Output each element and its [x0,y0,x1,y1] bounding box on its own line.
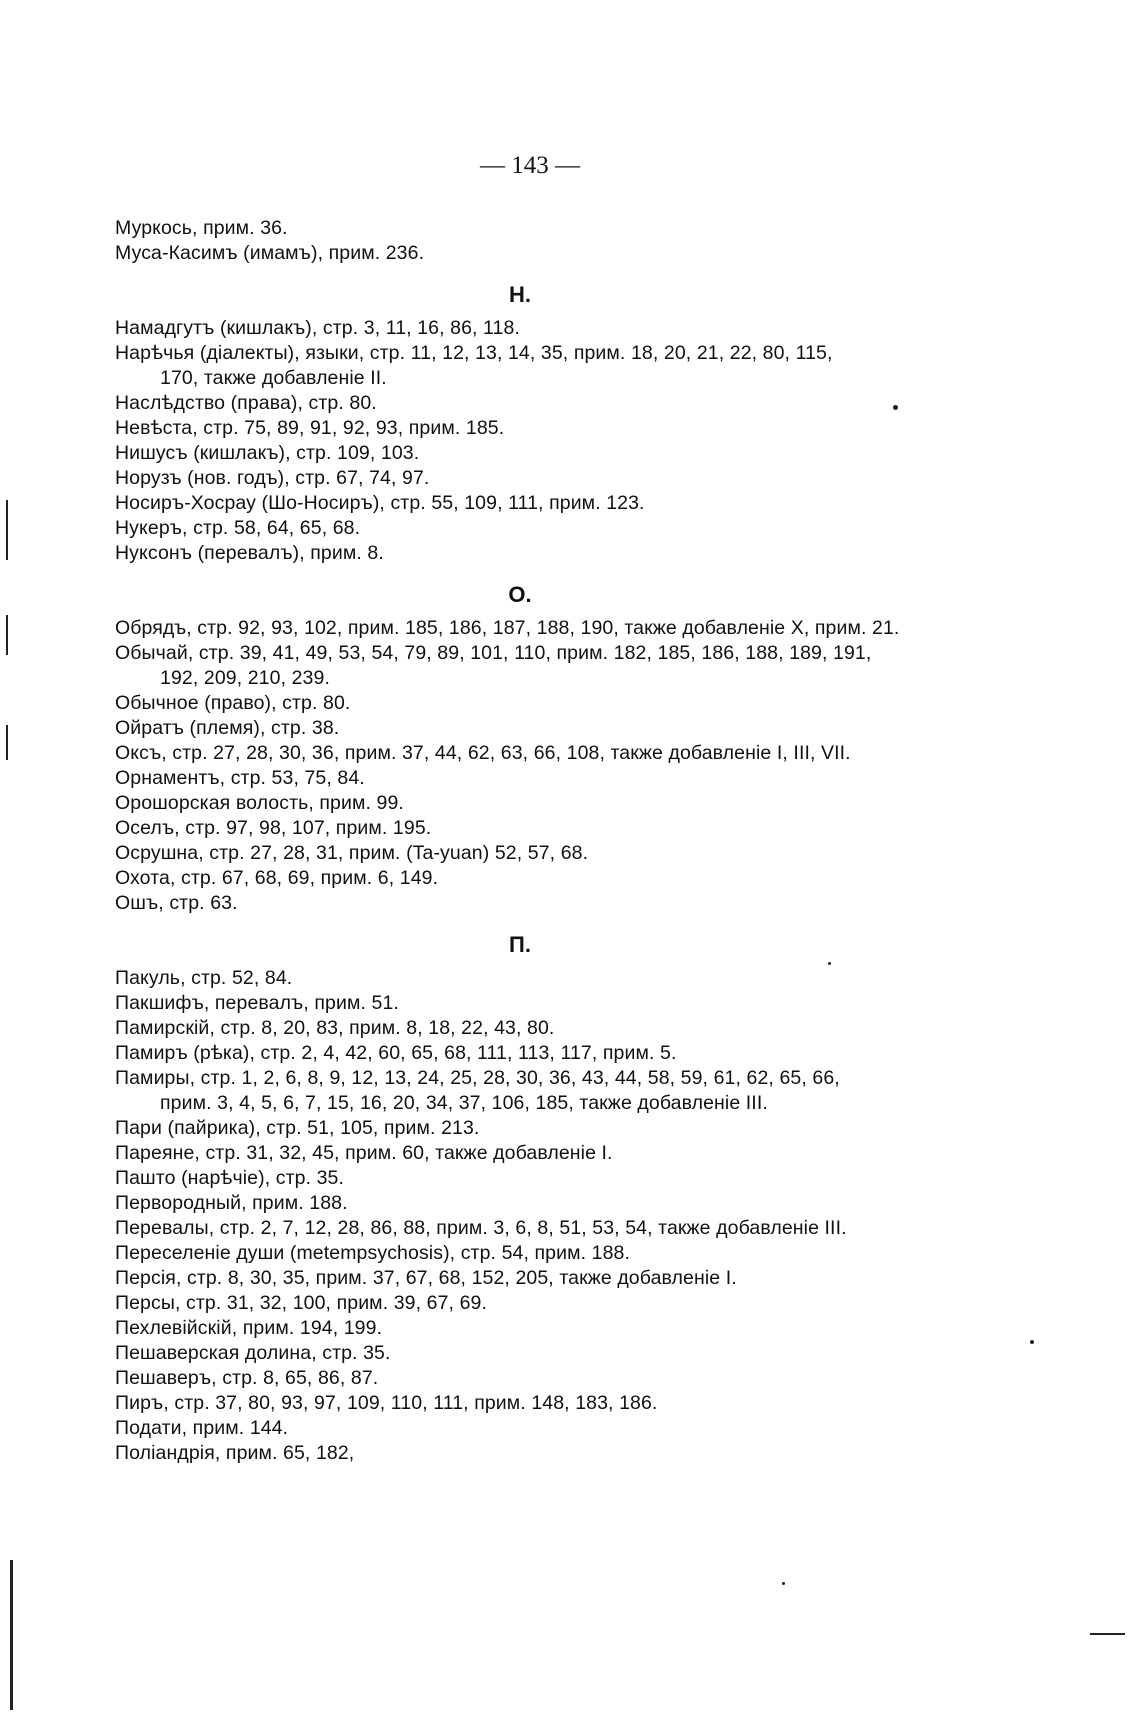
index-entry: Памиръ (рѣка), стр. 2, 4, 42, 60, 65, 68, 111, 113, 117, прим. 5. [115,1042,677,1064]
section-o [115,578,945,916]
scan-mark [6,615,8,655]
section-letter-heading: Н. [509,282,531,307]
index-entry: Невѣста, стр. 75, 89, 91, 92, 93, прим. 185. [115,417,505,439]
index-entry: Орошорская волость, прим. 99. [115,792,404,814]
scan-mark [1090,1633,1125,1635]
index-entry: Персы, стр. 31, 32, 100, прим. 39, 67, 69. [115,1292,487,1314]
index-entry: Пашто (нарѣчіе), стр. 35. [115,1167,345,1189]
page-number: — 143 — [480,152,580,179]
index-entry: Осрушна, стр. 27, 28, 31, прим. (Ta-yuan) 52, 57, 68. [115,842,589,864]
index-entry [115,641,945,691]
scan-mark [1030,1340,1034,1344]
index-entry: Пиръ, стр. 37, 80, 93, 97, 109, 110, 111, прим. 148, 183, 186. [115,1392,658,1414]
index-entry: Охота, стр. 67, 68, 69, прим. 6, 149. [115,867,439,889]
index-entry: Пареяне, стр. 31, 32, 45, прим. 60, также добавленіе I. [115,1142,613,1164]
index-entry: Пари (пайрика), стр. 51, 105, прим. 213. [115,1117,480,1139]
entry-line: Нарѣчья (діалекты), языки, стр. 11, 12, 13, 14, 35, прим. 18, 20, 21, 22, 80, 115, [115,342,833,364]
index-entry: Пехлевійскій, прим. 194, 199. [115,1317,383,1339]
index-entry: Поліандрія, прим. 65, 182, [115,1442,355,1464]
scan-mark [6,725,8,760]
index-entry: Памирскій, стр. 8, 20, 83, прим. 8, 18, 22, 43, 80. [115,1017,555,1039]
index-entry: Нукеръ, стр. 58, 64, 65, 68. [115,517,361,539]
index-entry: Ошъ, стр. 63. [115,892,238,914]
scan-mark [6,500,8,560]
index-entry: Муркось, прим. 36. [115,217,288,239]
entry-continuation: прим. 3, 4, 5, 6, 7, 15, 16, 20, 34, 37, 106, 185, также добавленіе III. [160,1092,768,1114]
index-body [115,216,945,1466]
index-entry: Нуксонъ (перевалъ), прим. 8. [115,542,384,564]
index-entry: Пакуль, стр. 52, 84. [115,967,293,989]
index-entry: Переселеніе души (metempsychosis), стр. 54, прим. 188. [115,1242,630,1264]
scan-mark [10,1560,13,1710]
scan-mark [782,1582,785,1585]
index-entry: Первородный, прим. 188. [115,1192,348,1214]
index-entry [115,1066,945,1116]
index-entry: Пешаверъ, стр. 8, 65, 86, 87. [115,1367,379,1389]
entry-continuation: 170, также добавленіе II. [160,367,387,389]
scan-mark [828,962,831,965]
index-entry: Норузъ (нов. годъ), стр. 67, 74, 97. [115,467,430,489]
index-entry: Носиръ-Хосрау (Шо-Носиръ), стр. 55, 109, 111, прим. 123. [115,492,645,514]
scan-mark [893,405,898,410]
index-entry [115,341,945,391]
index-entry: Пешаверская долина, стр. 35. [115,1342,391,1364]
index-entry: Орнаментъ, стр. 53, 75, 84. [115,767,365,789]
section-n [115,278,945,566]
index-entry: Подати, прим. 144. [115,1417,289,1439]
index-entry: Пакшифъ, перевалъ, прим. 51. [115,992,399,1014]
index-entry: Обрядъ, стр. 92, 93, 102, прим. 185, 186, 187, 188, 190, также добавленіе X, прим. 21. [115,617,900,639]
index-entry: Ойратъ (племя), стр. 38. [115,717,340,739]
entry-line: Памиры, стр. 1, 2, 6, 8, 9, 12, 13, 24, 25, 28, 30, 36, 43, 44, 58, 59, 61, 62, 65, 66, [115,1067,840,1089]
index-entry: Оселъ, стр. 97, 98, 107, прим. 195. [115,817,432,839]
section-m [115,216,945,266]
entry-continuation: 192, 209, 210, 239. [160,667,330,689]
index-entry: Оксъ, стр. 27, 28, 30, 36, прим. 37, 44, 62, 63, 66, 108, также добавленіе I, III, VII. [115,742,851,764]
section-p [115,928,945,1466]
index-entry: Обычное (право), стр. 80. [115,692,351,714]
section-letter-heading: О. [508,582,532,607]
section-letter-heading: П. [509,932,531,957]
index-entry: Перевалы, стр. 2, 7, 12, 28, 86, 88, прим. 3, 6, 8, 51, 53, 54, также добавленіе III. [115,1217,847,1239]
index-entry: Нишусъ (кишлакъ), стр. 109, 103. [115,442,420,464]
entry-line: Обычай, стр. 39, 41, 49, 53, 54, 79, 89, 101, 110, прим. 182, 185, 186, 188, 189, 191, [115,642,872,664]
index-entry: Персія, стр. 8, 30, 35, прим. 37, 67, 68, 152, 205, также добавленіе I. [115,1267,737,1289]
index-entry: Муса-Касимъ (имамъ), прим. 236. [115,242,425,264]
index-entry: Намадгутъ (кишлакъ), стр. 3, 11, 16, 86, 118. [115,317,520,339]
index-entry: Наслѣдство (права), стр. 80. [115,392,377,414]
